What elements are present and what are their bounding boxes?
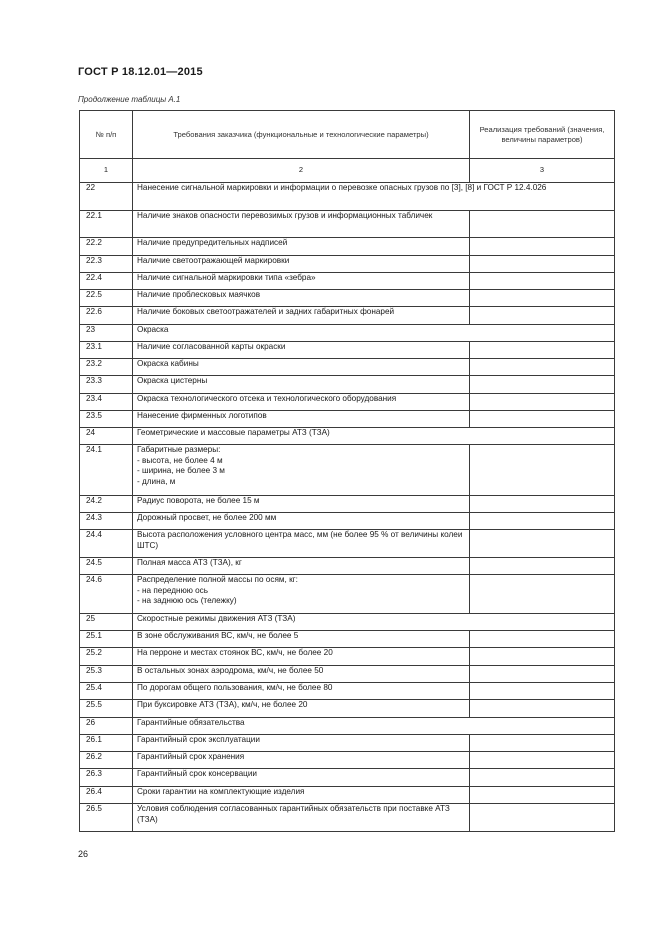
row-implementation-cell[interactable]: [470, 496, 615, 513]
row-implementation-cell[interactable]: [470, 307, 615, 325]
row-requirement: Наличие боковых светоотражателей и задних габаритных фонарей: [133, 307, 470, 325]
table-row: [80, 325, 615, 342]
table-row: [80, 735, 615, 752]
row-implementation-cell[interactable]: [470, 238, 615, 256]
table-row: [80, 307, 615, 325]
row-requirement: По дорогам общего пользования, км/ч, не более 80: [133, 683, 470, 700]
row-requirement: В зоне обслуживания ВС, км/ч, не более 5: [133, 631, 470, 648]
row-requirement: Наличие проблесковых маячков: [133, 290, 470, 307]
table-row: [80, 558, 615, 575]
row-number: 22.2: [80, 238, 133, 256]
table-row: [80, 769, 615, 787]
row-implementation-cell[interactable]: [470, 273, 615, 290]
row-implementation-cell[interactable]: [470, 290, 615, 307]
row-number: 25: [80, 614, 133, 631]
column-number-3: 3: [470, 159, 615, 183]
row-requirement: На перроне и местах стоянок ВС, км/ч, не более 20: [133, 648, 470, 666]
row-requirement: Нанесение сигнальной маркировки и информации о перевозке опасных грузов по [3], [8] и ГОСТ Р 12.4.026: [133, 183, 615, 211]
row-number: 25.5: [80, 700, 133, 718]
row-implementation-cell[interactable]: [470, 787, 615, 804]
table-caption: Продолжение таблицы А.1: [78, 95, 181, 104]
row-requirement: В остальных зонах аэродрома, км/ч, не более 50: [133, 666, 470, 683]
table-row: [80, 183, 615, 211]
table-body: [80, 183, 615, 832]
row-requirement: Нанесение фирменных логотипов: [133, 411, 470, 428]
table-row: [80, 700, 615, 718]
row-requirement: Наличие знаков опасности перевозимых грузов и информационных табличек: [133, 211, 470, 238]
table-row: [80, 631, 615, 648]
row-requirement: Окраска технологического отсека и технологического оборудования: [133, 394, 470, 411]
row-implementation-cell[interactable]: [470, 359, 615, 376]
table-row: [80, 428, 615, 445]
header-implementation: Реализация требований (значения, величины параметров): [470, 111, 615, 159]
row-implementation-cell[interactable]: [470, 631, 615, 648]
table-row: [80, 376, 615, 394]
row-requirement: Распределение полной массы по осям, кг: - на переднюю ось - на заднюю ось (тележку): [133, 575, 470, 614]
table-row: [80, 290, 615, 307]
row-number: 24.3: [80, 513, 133, 530]
row-number: 23: [80, 325, 133, 342]
row-requirement: Гарантийный срок консервации: [133, 769, 470, 787]
table-row: [80, 787, 615, 804]
row-requirement: Наличие светоотражающей маркировки: [133, 256, 470, 273]
row-number: 26.1: [80, 735, 133, 752]
table-row: [80, 211, 615, 238]
table-row: [80, 513, 615, 530]
row-number: 25.2: [80, 648, 133, 666]
row-number: 23.3: [80, 376, 133, 394]
row-implementation-cell[interactable]: [470, 666, 615, 683]
row-number: 26: [80, 718, 133, 735]
row-requirement: Сроки гарантии на комплектующие изделия: [133, 787, 470, 804]
row-requirement: Гарантийные обязательства: [133, 718, 615, 735]
row-requirement: Наличие сигнальной маркировки типа «зебра»: [133, 273, 470, 290]
row-implementation-cell[interactable]: [470, 575, 615, 614]
row-number: 25.3: [80, 666, 133, 683]
row-requirement: Гарантийный срок хранения: [133, 752, 470, 769]
row-number: 25.4: [80, 683, 133, 700]
table-row: [80, 394, 615, 411]
row-implementation-cell[interactable]: [470, 256, 615, 273]
row-requirement: Окраска цистерны: [133, 376, 470, 394]
row-implementation-cell[interactable]: [470, 735, 615, 752]
column-number-row: [80, 159, 615, 183]
table-row: [80, 804, 615, 832]
row-requirement: Наличие предупредительных надписей: [133, 238, 470, 256]
table-row: [80, 359, 615, 376]
row-requirement: Габаритные размеры: - высота, не более 4 м - ширина, не более 3 м - длина, м: [133, 445, 470, 496]
table-row: [80, 256, 615, 273]
row-requirement: Геометрические и массовые параметры АТЗ (ТЗА): [133, 428, 615, 445]
row-requirement: Дорожный просвет, не более 200 мм: [133, 513, 470, 530]
row-requirement: При буксировке АТЗ (ТЗА), км/ч, не более 20: [133, 700, 470, 718]
document-code: ГОСТ Р 18.12.01—2015: [78, 66, 203, 78]
row-requirement: Радиус поворота, не более 15 м: [133, 496, 470, 513]
row-number: 25.1: [80, 631, 133, 648]
table-row: [80, 648, 615, 666]
row-implementation-cell[interactable]: [470, 513, 615, 530]
row-implementation-cell[interactable]: [470, 211, 615, 238]
row-implementation-cell[interactable]: [470, 648, 615, 666]
row-number: 22.6: [80, 307, 133, 325]
row-number: 22: [80, 183, 133, 211]
row-number: 26.2: [80, 752, 133, 769]
row-number: 22.5: [80, 290, 133, 307]
table-row: [80, 342, 615, 359]
row-implementation-cell[interactable]: [470, 342, 615, 359]
row-implementation-cell[interactable]: [470, 558, 615, 575]
row-implementation-cell[interactable]: [470, 445, 615, 496]
requirements-table: [79, 110, 615, 832]
row-implementation-cell[interactable]: [470, 683, 615, 700]
row-implementation-cell[interactable]: [470, 752, 615, 769]
row-implementation-cell[interactable]: [470, 411, 615, 428]
row-implementation-cell[interactable]: [470, 769, 615, 787]
row-requirement: Окраска: [133, 325, 615, 342]
row-number: 23.1: [80, 342, 133, 359]
row-requirement: Полная масса АТЗ (ТЗА), кг: [133, 558, 470, 575]
row-implementation-cell[interactable]: [470, 700, 615, 718]
row-number: 26.3: [80, 769, 133, 787]
table-row: [80, 411, 615, 428]
row-number: 26.4: [80, 787, 133, 804]
row-number: 23.5: [80, 411, 133, 428]
table-row: [80, 683, 615, 700]
column-number-1: 1: [80, 159, 133, 183]
table-row: [80, 614, 615, 631]
row-number: 23.4: [80, 394, 133, 411]
row-requirement: Условия соблюдения согласованных гарантийных обязательств при поставке АТЗ (ТЗА): [133, 804, 470, 832]
table-row: [80, 666, 615, 683]
page-number: 26: [78, 849, 89, 859]
row-number: 22.1: [80, 211, 133, 238]
row-implementation-cell[interactable]: [470, 530, 615, 558]
row-number: 24.6: [80, 575, 133, 614]
row-number: 23.2: [80, 359, 133, 376]
row-implementation-cell[interactable]: [470, 376, 615, 394]
table-row: [80, 238, 615, 256]
table-row: [80, 273, 615, 290]
row-number: 24.4: [80, 530, 133, 558]
table-row: [80, 530, 615, 558]
table-row: [80, 718, 615, 735]
row-number: 24.1: [80, 445, 133, 496]
table-row: [80, 496, 615, 513]
header-requirements: Требования заказчика (функциональные и технологические параметры): [133, 111, 470, 159]
row-number: 24.2: [80, 496, 133, 513]
column-number-2: 2: [133, 159, 470, 183]
table-header-row: [80, 111, 615, 159]
row-number: 24.5: [80, 558, 133, 575]
row-number: 26.5: [80, 804, 133, 832]
row-requirement: Гарантийный срок эксплуатации: [133, 735, 470, 752]
row-implementation-cell[interactable]: [470, 394, 615, 411]
row-requirement: Высота расположения условного центра масс, мм (не более 95 % от величины колеи ШТС): [133, 530, 470, 558]
row-requirement: Окраска кабины: [133, 359, 470, 376]
row-requirement: Скоростные режимы движения АТЗ (ТЗА): [133, 614, 615, 631]
row-requirement: Наличие согласованной карты окраски: [133, 342, 470, 359]
table-row: [80, 752, 615, 769]
header-number: № п/п: [80, 111, 133, 159]
row-number: 22.4: [80, 273, 133, 290]
table-row: [80, 445, 615, 496]
row-implementation-cell[interactable]: [470, 804, 615, 832]
row-number: 22.3: [80, 256, 133, 273]
table-row: [80, 575, 615, 614]
row-number: 24: [80, 428, 133, 445]
